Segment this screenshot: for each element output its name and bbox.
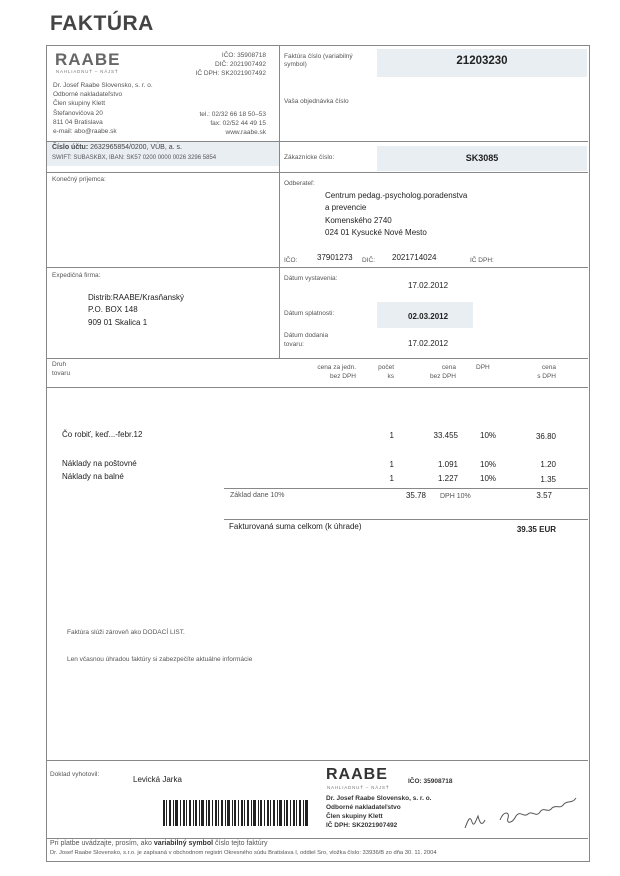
due-date-label: Dátum splatnosti: (284, 310, 335, 317)
vat-value: 3.57 (536, 491, 552, 500)
stamp-logo-tagline: NAHLIADNUŤ – NÁJSŤ (327, 785, 390, 790)
buyer-ico: 37901273 (317, 253, 353, 262)
supplier-icdph: IČ DPH: SK2021907492 (195, 70, 266, 77)
customer-divider (279, 141, 588, 142)
due-date: 02.03.2012 (408, 312, 449, 321)
stamp-line: Odborné nakladateľstvo (326, 804, 401, 811)
table-row-name: Náklady na balné (62, 472, 124, 481)
delivery-date-label: Dátum dodania (284, 332, 329, 339)
total-sum-label: Fakturovaná suma celkom (k úhrade) (229, 522, 362, 531)
buyer-line: 024 01 Kysucké Nové Mesto (325, 228, 427, 237)
delivery-note: Faktúra slúži zároveň ako DODACÍ LIST. (67, 629, 185, 636)
payment-note-divider (46, 838, 588, 839)
col-header-total: cena (541, 364, 556, 371)
table-row-price: 33.455 (433, 431, 458, 440)
shipping-line: Distrib:RAABE/Krasňanský (88, 293, 185, 302)
col-header-unit-price-2: bez DPH (329, 373, 356, 380)
table-row-name: Čo robiť, keď...-febr.12 (62, 430, 143, 439)
col-header-total-2: s DPH (537, 373, 556, 380)
supplier-ico: IČO: 35908718 (221, 52, 266, 59)
table-row-price: 1.227 (437, 474, 458, 483)
table-row-total: 1.20 (540, 460, 556, 469)
account-number (52, 144, 182, 151)
tax-base-label: Základ dane 10% (230, 492, 285, 499)
supplier-dic: DIČ: 2021907492 (215, 61, 266, 68)
table-row-qty: 1 (389, 431, 394, 440)
total-sum-value: 39.35 EUR (516, 525, 556, 534)
stamp-line: Dr. Josef Raabe Slovensko, s. r. o. (326, 795, 432, 802)
account-divider (46, 141, 279, 142)
footer-divider (46, 760, 588, 761)
invoice-number: 21203230 (456, 55, 508, 67)
issued-by-name: Levická Jarka (133, 775, 182, 784)
shipping-line: 909 01 Skalica 1 (88, 318, 148, 327)
tax-base-value: 35.78 (405, 491, 426, 500)
supplier-tel: tel.: 02/32 66 18 50–53 (199, 111, 266, 118)
shipping-label: Expedičná firma: (52, 272, 101, 279)
supplier-line: Dr. Josef Raabe Slovensko, s. r. o. (53, 82, 153, 89)
register-note: Dr. Josef Raabe Slovensko, s.r.o. je zapísaná v obchodnom registri Okresného súdu Bratislava I, oddiel Sro, vložka číslo: 33936/B zo dňa 30. 11. 2004 (50, 850, 437, 856)
issued-by-label: Doklad vyhotovil: (50, 771, 100, 778)
signature (460, 790, 580, 835)
stamp-logo: RAABE (326, 766, 388, 783)
shipping-line: P.O. BOX 148 (88, 305, 138, 314)
tax-base-divider (224, 488, 588, 489)
table-row-total: 1.35 (540, 475, 556, 484)
issued-date: 17.02.2012 (408, 281, 449, 290)
buyer-line: Centrum pedag.-psycholog.poradenstva (325, 191, 468, 200)
final-recipient-label: Konečný príjemca: (52, 176, 106, 183)
col-header-item-2: tovaru (52, 370, 71, 377)
col-header-vat: DPH (476, 364, 490, 371)
swift-iban: SWIFT: SUBASKBX, IBAN: SK57 0200 0000 0026 3296 5854 (52, 155, 217, 161)
supplier-line: Štefanovičova 20 (53, 110, 103, 117)
issued-date-label: Dátum vystavenia: (284, 275, 338, 282)
invoice-title: FAKTÚRA (50, 12, 154, 35)
barcode (163, 800, 309, 826)
col-header-unit-price: cena za jedn. (317, 364, 356, 371)
table-top-divider (46, 358, 588, 359)
account-value: 2632965854/0200, VÚB, a. s. (90, 144, 182, 151)
delivery-date-label-2: tovaru: (284, 341, 304, 348)
vat-label: DPH 10% (440, 493, 471, 500)
stamp-ico: IČO: 35908718 (408, 778, 453, 785)
col-header-qty: počet (378, 364, 394, 371)
customer-number-label: Zákaznícke číslo: (284, 154, 335, 161)
col-header-qty-2: ks (387, 373, 394, 380)
buyer-dic: 2021714024 (392, 253, 437, 262)
table-row-price: 1.091 (437, 460, 458, 469)
stamp-line: Člen skupiny Klett (326, 813, 383, 820)
table-row-qty: 1 (389, 460, 394, 469)
total-divider (224, 519, 588, 520)
account-label: Číslo účtu: (52, 144, 89, 151)
col-header-price-2: bez DPH (429, 373, 456, 380)
raabe-logo: RAABE (55, 50, 121, 69)
table-row-vat: 10% (480, 431, 497, 440)
table-header-divider (46, 387, 588, 388)
col-header-price: cena (441, 364, 456, 371)
info-note: Len včasnou úhradou faktúry si zabezpečíte aktuálne informácie (67, 656, 253, 663)
customer-number: SK3085 (465, 153, 499, 163)
supplier-line: Člen skupiny Klett (53, 100, 106, 107)
stamp-line: IČ DPH: SK2021907492 (326, 822, 398, 829)
buyer-label: Odberateľ: (284, 180, 315, 187)
col-header-item: Druh (52, 361, 67, 368)
table-row-vat: 10% (480, 460, 497, 469)
buyer-line: Komenského 2740 (325, 216, 392, 225)
invoice-number-label: Faktúra číslo (variabilný symbol) (284, 53, 353, 69)
supplier-line: 811 04 Bratislava (53, 119, 103, 126)
supplier-web: www.raabe.sk (225, 129, 266, 136)
raabe-logo-tagline: NAHLIADNUŤ – NÁJSŤ (56, 69, 119, 74)
shipping-divider (46, 267, 588, 268)
table-row-vat: 10% (480, 474, 497, 483)
buyer-ico-label: IČO: (284, 257, 298, 264)
payment-note-pre: Pri platbe uvádzajte, prosím, ako (50, 840, 152, 847)
supplier-line: Odborné nakladateľstvo (53, 91, 123, 98)
recipient-divider (46, 172, 588, 173)
buyer-icdph-label: IČ DPH: (470, 257, 494, 264)
buyer-line: a prevencie (325, 203, 367, 212)
payment-note-post: číslo tejto faktúry (215, 840, 268, 847)
table-row-qty: 1 (389, 474, 394, 483)
order-number-label: Vaša objednávka číslo (284, 98, 349, 105)
payment-note-bold: variabilný symbol (153, 840, 214, 847)
supplier-email: e-mail: abo@raabe.sk (53, 128, 117, 135)
section-divider (279, 45, 280, 358)
buyer-dic-label: DIČ: (362, 257, 375, 264)
payment-note (50, 840, 268, 847)
table-row-name: Náklady na poštovné (62, 459, 137, 468)
delivery-date: 17.02.2012 (408, 339, 449, 348)
supplier-fax: fax: 02/52 44 49 15 (210, 120, 266, 127)
table-row-total: 36.80 (535, 432, 556, 441)
